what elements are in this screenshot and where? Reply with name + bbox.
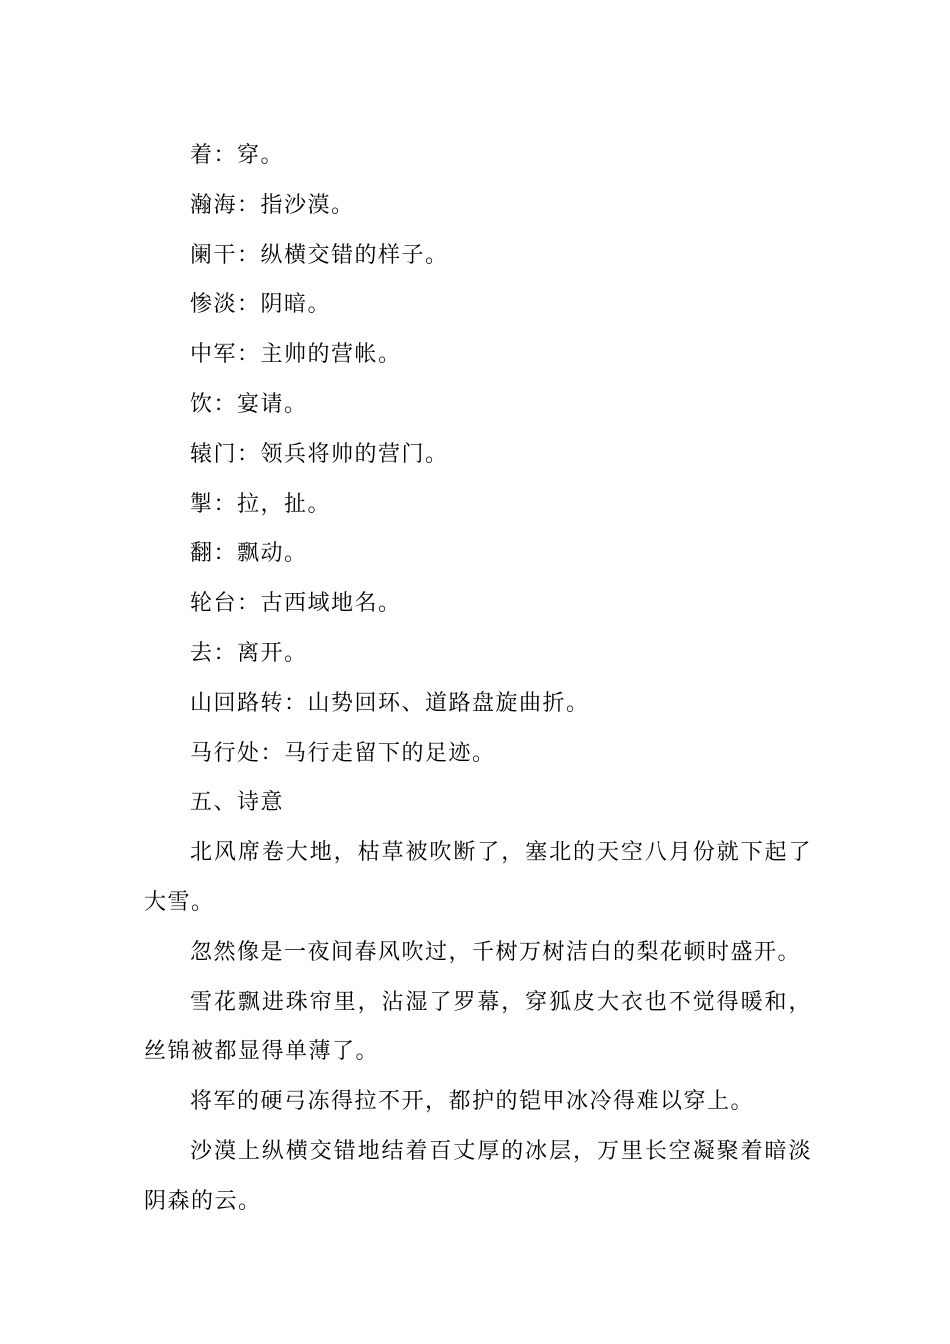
glossary-item: 掣：拉，扯。 [190,491,332,517]
paragraph: 雪花飘进珠帘里，沾湿了罗幕，穿狐皮大衣也不觉得暖和，丝锦被都显得单薄了。 [144,989,812,1065]
glossary-item: 轮台：古西域地名。 [190,591,402,617]
glossary-item: 马行处：马行走留下的足迹。 [190,740,496,766]
glossary-item: 中军：主帅的营帐。 [190,342,402,368]
paragraph: 北风席卷大地，枯草被吹断了，塞北的天空八月份就下起了大雪。 [144,840,812,915]
paragraph: 忽然像是一夜间春风吹过，千树万树洁白的梨花顿时盛开。 [190,939,802,965]
glossary-item: 山回路转：山势回环、道路盘旋曲折。 [190,690,590,716]
paragraph: 沙漠上纵横交错地结着百丈厚的冰层，万里长空凝聚着暗淡阴森的云。 [144,1138,812,1214]
glossary-item: 惨淡：阴暗。 [190,292,332,318]
glossary-item: 着：穿。 [190,143,285,168]
paragraph: 将军的硬弓冻得拉不开，都护的铠甲冰冷得难以穿上。 [190,1089,755,1115]
glossary-item: 翻：飘动。 [190,541,308,567]
glossary-item: 阑干：纵横交错的样子。 [190,242,449,268]
glossary-item: 去：离开。 [190,640,308,666]
glossary-item: 瀚海：指沙漠。 [190,192,355,218]
glossary-item: 饮：宴请。 [190,391,308,417]
glossary-item: 辕门：领兵将帅的营门。 [190,441,449,467]
section-heading: 五、诗意 [190,790,285,816]
document-body [144,131,812,1227]
